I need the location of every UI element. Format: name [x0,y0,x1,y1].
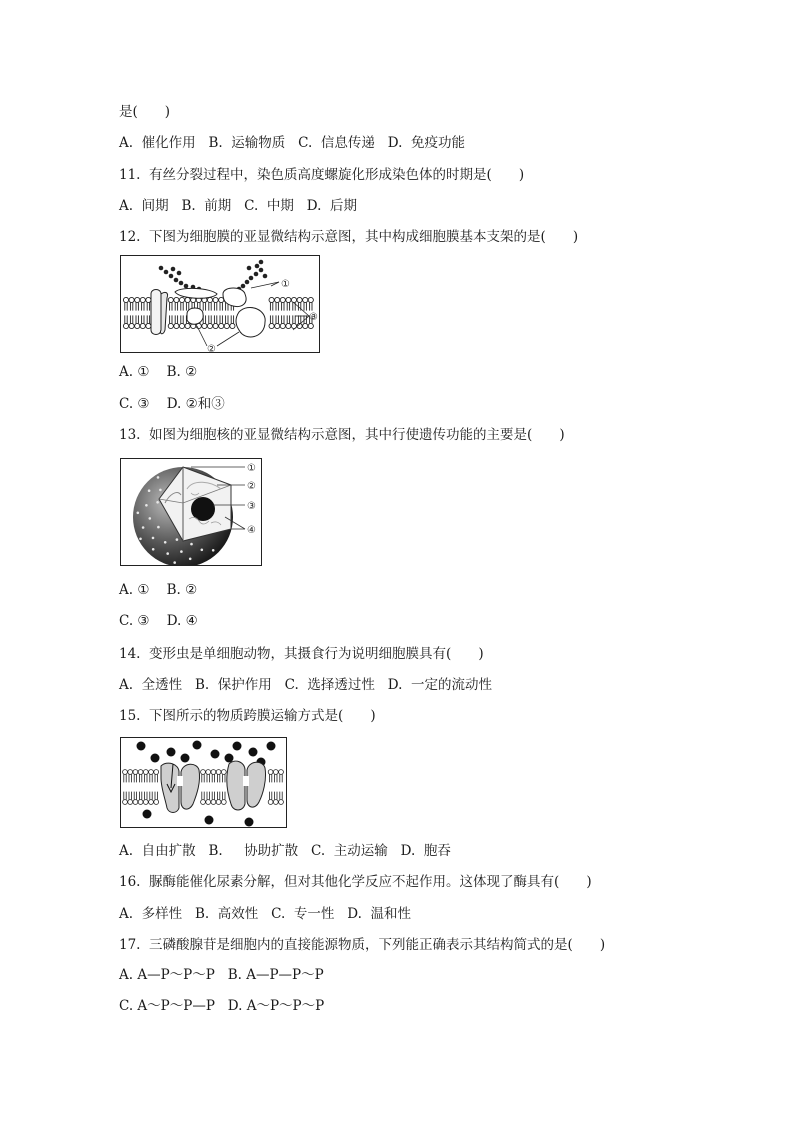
q10-stem-tail: 是( ) [119,104,171,120]
q11-options: A. 间期 B. 前期 C. 中期 D. 后期 [119,198,357,214]
q13-stem: 13. 如图为细胞核的亚显微结构示意图，其中行使遗传功能的主要是( ) [119,427,565,443]
label-3: ③ [247,501,256,512]
q15-options: A. 自由扩散 B. 协助扩散 C. 主动运输 D. 胞吞 [119,843,451,859]
q17-stem: 17. 三磷酸腺苷是细胞内的直接能源物质，下列能正确表示其结构简式的是( ) [119,937,606,953]
transport-diagram [120,737,287,828]
q12-stem: 12. 下图为细胞膜的亚显微结构示意图，其中构成细胞膜基本支架的是( ) [119,229,579,245]
q16-options: A. 多样性 B. 高效性 C. 专一性 D. 温和性 [119,906,411,922]
membrane-diagram [120,255,320,353]
channel-protein [151,290,161,335]
q17-options-ab: A. A—P～P～P B. A—P—P～P [119,967,324,983]
embedded-protein [187,308,203,324]
q17-options-cd: C. A～P～P—P D. A～P～P～P [119,998,325,1014]
label-2: ② [207,344,216,352]
label-3: ③ [309,312,318,323]
q10-options: A. 催化作用 B. 运输物质 C. 信息传递 D. 免疫功能 [119,135,465,151]
glycoprotein-chains [159,260,268,292]
peripheral-protein [175,288,217,298]
q12-options-ab: A. ① B. ② [119,364,198,380]
label-1: ① [247,463,256,474]
q14-stem: 14. 变形虫是单细胞动物，其摄食行为说明细胞膜具有( ) [119,646,484,662]
q16-stem: 16. 脲酶能催化尿素分解，但对其他化学反应不起作用。这体现了酶具有( ) [119,874,592,890]
q15-stem: 15. 下图所示的物质跨膜运输方式是( ) [119,708,376,724]
transmembrane-protein [236,307,265,337]
nucleus-diagram [120,458,262,566]
q13-options-ab: A. ① B. ② [119,582,198,598]
q11-stem: 11. 有丝分裂过程中，染色质高度螺旋化形成染色体的时期是( ) [119,167,525,183]
label-2: ② [247,481,256,492]
q12-options-cd: C. ③ D. ②和③ [119,396,225,412]
label-4: ④ [247,525,256,536]
q14-options: A. 全透性 B. 保护作用 C. 选择透过性 D. 一定的流动性 [119,677,492,693]
q13-options-cd: C. ③ D. ④ [119,613,198,629]
label-1: ① [281,279,290,290]
